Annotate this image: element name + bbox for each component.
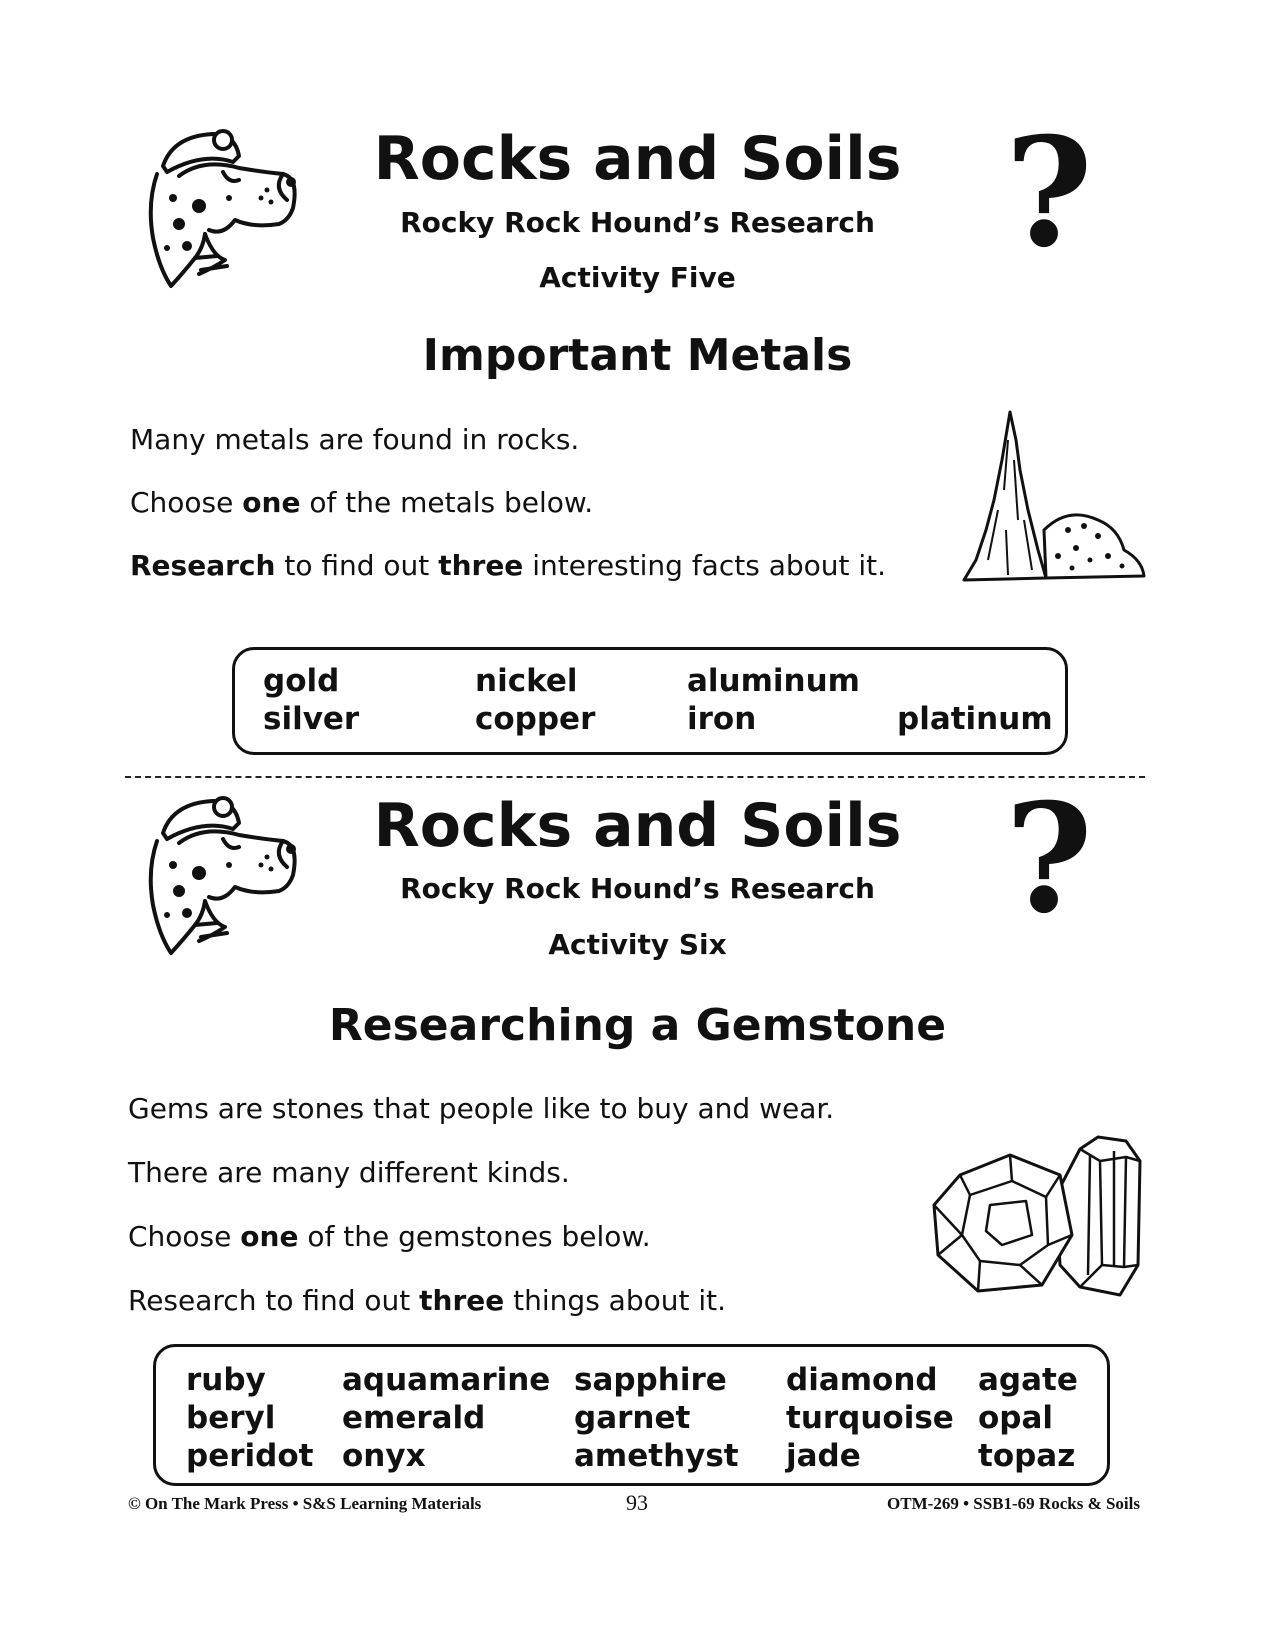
page-title: Rocks and Soils [373, 791, 902, 861]
metal-copper: copper [475, 701, 596, 737]
gem-sapphire: sapphire [574, 1362, 727, 1398]
metal-iron: iron [687, 701, 757, 737]
page-number: 93 [626, 1490, 648, 1515]
subtitle: Rocky Rock Hound’s Research [400, 872, 875, 905]
instruction-line-1: Gems are stones that people like to buy and wear. [128, 1092, 835, 1125]
gem-emerald: emerald [342, 1400, 486, 1436]
page-title: Rocks and Soils [373, 124, 902, 194]
metals-word-box [232, 647, 1068, 755]
gem-amethyst: amethyst [574, 1438, 739, 1474]
footer-series: OTM-269 • SSB1-69 Rocks & Soils [887, 1494, 1140, 1513]
metal-nickel: nickel [475, 663, 578, 699]
cut-line-divider [125, 776, 1145, 778]
section-heading: Researching a Gemstone [328, 1000, 947, 1051]
gem-turquoise: turquoise [786, 1400, 954, 1436]
gem-garnet: garnet [574, 1400, 691, 1436]
metal-platinum: platinum [897, 701, 1053, 737]
instruction-line-2: Choose one of the metals below. [130, 486, 594, 519]
metal-aluminum: aluminum [687, 663, 860, 699]
instruction-line-2: There are many different kinds. [128, 1156, 570, 1189]
gem-diamond: diamond [786, 1362, 938, 1398]
gem-onyx: onyx [342, 1438, 426, 1474]
footer-publisher: © On The Mark Press • S&S Learning Materials [128, 1494, 482, 1513]
section-heading: Important Metals [422, 330, 853, 381]
gem-topaz: topaz [978, 1438, 1076, 1474]
metal-gold: gold [263, 663, 340, 699]
instruction-line-4: Research to find out three things about it. [128, 1284, 727, 1317]
metal-silver: silver [263, 701, 360, 737]
activity-label: Activity Six [548, 928, 727, 961]
gem-beryl: beryl [186, 1400, 276, 1436]
gemstone-crystals-icon [930, 1135, 1145, 1295]
gem-peridot: peridot [186, 1438, 314, 1474]
rock-formation-icon [958, 410, 1148, 590]
gem-ruby: ruby [186, 1362, 266, 1398]
instruction-line-1: Many metals are found in rocks. [130, 423, 580, 456]
instruction-line-3: Research to find out three interesting facts about it. [130, 549, 887, 582]
gem-aquamarine: aquamarine [342, 1362, 551, 1398]
question-mark-icon: ? [1005, 771, 1093, 947]
gem-jade: jade [786, 1438, 861, 1474]
gemstones-word-box [153, 1344, 1110, 1486]
subtitle: Rocky Rock Hound’s Research [400, 206, 875, 239]
gem-agate: agate [978, 1362, 1078, 1398]
activity-label: Activity Five [539, 261, 736, 294]
gem-opal: opal [978, 1400, 1054, 1436]
question-mark-icon: ? [1005, 105, 1093, 281]
instruction-line-3: Choose one of the gemstones below. [128, 1220, 651, 1253]
